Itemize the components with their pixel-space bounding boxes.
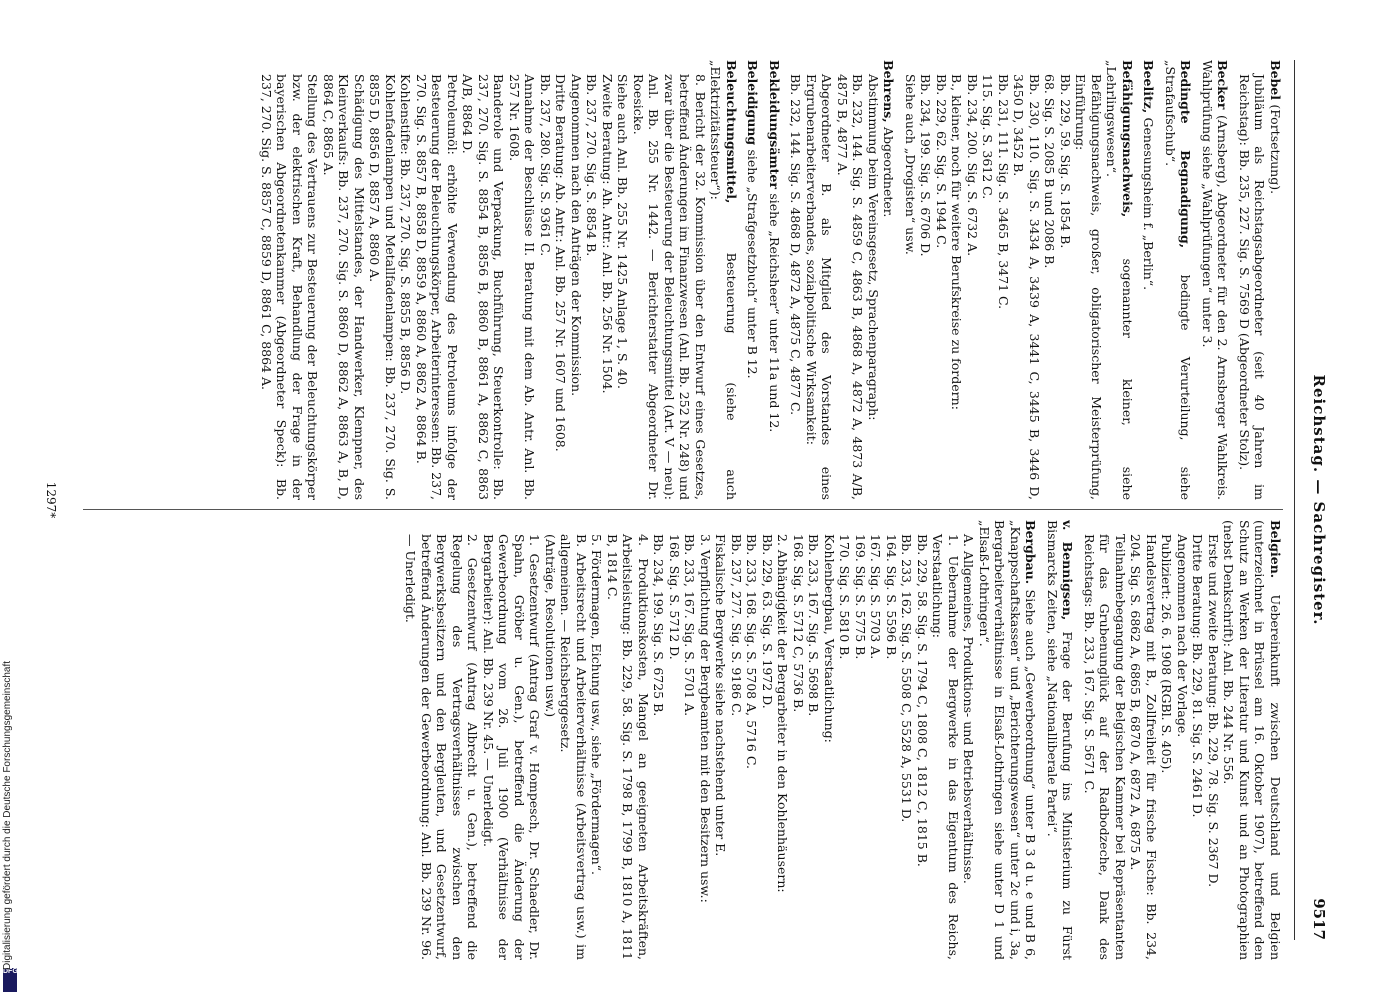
entry-line: 170. Sig. S. 5810 B. <box>837 534 853 660</box>
entry-line: 167. Sig. S. 5703 A. <box>868 534 884 660</box>
entry-keyword: Beleidigung <box>745 60 761 150</box>
entry-keyword: v. Bennigsen, <box>1060 520 1076 632</box>
entry-line: siehe „Strafgesetzbuch“ unter B 12. <box>745 149 761 379</box>
entry-line: Fiskalische Bergwerke siehe nachstehend unter E. <box>713 534 729 857</box>
entry-line: (Anträge, Resolutionen usw.) <box>543 534 558 718</box>
entry-keyword: Behrens, <box>881 60 897 127</box>
entry-line: (Arnsberg), Abgeordneter für den 2. Arnsberger Wahlkreis. Wahlprüfung siehe „Wahlprüfungen“ unter 3. <box>1200 60 1231 500</box>
stamp-text: Digitalisierung gefördert durch die Deutsche Forschungsgemeinschaft <box>2 660 13 970</box>
entry-keyword: Bedingte Begnadigung, <box>1178 60 1194 275</box>
entry-line: Teilnahmebegangung der Belgischen Kammer bei Repräsentanten für das Grubenunglück auf der Radbodzeche, Dank des Reichstags: Bb. 233, 167. Sig. S. 5671 C. <box>1082 534 1128 960</box>
entry-line: Genesungsheim f. „Berlin“. <box>1141 117 1157 291</box>
right-column <box>63 520 1283 960</box>
entry-line: Erste und zweite Beratung: Bb. 229, 78. Sig. S. 2367 D. <box>1206 534 1221 888</box>
entry-line: Bb. 234, 199. Sig. S. 6706 D. <box>918 74 934 257</box>
entry-line: 5. Fördermagen, Eichung usw., siehe „Fördermagen“. <box>589 534 605 876</box>
entry-line: Bb. 229, 58. Sig. S. 1794 C, 1808 C, 1812 C, 1815 B. <box>915 534 930 867</box>
entry-line: Kohlenfadenlampen und Metallfadenlampen: Bb. 237, 270. Sig. S. 8855 D, 8856 D, 8857 A, 8860 A. <box>367 74 398 500</box>
entry-keyword: Bergbau. <box>1023 520 1039 590</box>
register-entry <box>903 60 1136 500</box>
entry-line: Siehe auch „Gewerbeordnung“ unter B 3 d u. e und B 6, „Knappschaftskassen“ und „Berichterungswesen“ unter 2c und i, 3a, Bergarbeiterverhältnisse in Elsaß-Lothringen siehe unter D 1 und „Elsaß-Lothringen“. <box>977 520 1039 960</box>
entry-line: Befähigungsnachweis, großer, obligatorischer Meisterprüfung, Einführung: <box>1073 74 1104 500</box>
entry-line: Petroleumöl: erhöhte Verwendung des Petroleums infolge der Besteuerung der Beleuchtungskörper, Arbeiterinteressen: Bb. 237, 270. Sig. S. 8857 B, 8858 D, 8859 A, 8860 A, 8862 A, 8864 B. <box>414 74 460 500</box>
entry-keyword: Beleuchtungsmittel, <box>724 60 739 253</box>
entry-line: Angenommen nach der Vorlage. <box>1175 534 1190 738</box>
entry-keyword: Bebel <box>1268 60 1283 105</box>
entry-line: 8. Bericht der 32. Kommission über den Entwurf eines Gesetzes, betreffend Änderungen im Finanzwesen (Anl. Bb. 252 Nr. 248) und zwar über die Besteuerung der Beleuchtungsmittel (Art. V — neu): Anl. Bb. 255 Nr. 1442. — Berichterstatter Abgeordneter Dr. Roesicke. <box>631 74 708 500</box>
entry-line: Bb. 237, 277. Sig. S. 9186 C. <box>729 534 744 717</box>
entry-line: 168. Sig. S. 5712 C, 5736 B. <box>791 534 806 713</box>
entry-line: Dritte Beratung: Ab. Antr.: Anl. Bb. 257 Nr. 1607 und 1608. <box>553 74 569 452</box>
entry-line: Siehe auch „Drogisten“ usw. <box>903 74 918 255</box>
register-entry <box>1163 60 1194 500</box>
register-entry <box>745 60 761 500</box>
entry-line: Bb. 232, 144. Sig. S. 4868 D, 4872 A, 4875 C, 4877 C. <box>788 74 804 416</box>
page-number: 9517 <box>1310 898 1328 940</box>
entry-line: Angenommen nach den Anträgen der Kommission. <box>569 74 584 397</box>
entry-keyword: Belgien. <box>1268 520 1283 595</box>
entry-line: Bb. 233, 167. Sig. S. 5698 B. <box>806 534 822 717</box>
entry-line: Besteuerung (siehe auch „Elektrizitätssteuer“): <box>708 60 739 500</box>
entry-line: Dritte Beratung: Bb. 229, 81. Sig. S. 2461 D. <box>1190 534 1206 818</box>
column-divider <box>83 509 1283 510</box>
register-entry <box>788 60 897 500</box>
entry-line: Bb. 231, 111. Sig. S. 3465 B, 3471 C. <box>996 74 1011 310</box>
entry-line: sogenannter kleiner, siehe „Lehrlingswesen“. <box>1104 60 1135 500</box>
entry-line: 2. Gesetzentwurf (Antrag Albrecht u. Gen.), betreffend die Regelung des Vertragsverhältnisses zwischen den Bergwerksbesitzern und den Bergleuten, und Gesetzentwurf, betreffend Änderungen der Gewerbeordnung: Anl. Bb. 239 Nr. 96. — Unerledigt. <box>403 534 481 960</box>
entry-line: Stellung des Vertrauens zur Besteuerung der Beleuchtungskörper bzw. der elektrischen Kraft, Behandlung der Frage in der bayerischen Abgeordnetenkammer (Abgeordneter Speck): Bb. 237, 270. Sig. S. 8857 C, 8859 D, 8861 C, 8864 A. <box>259 74 321 500</box>
register-entry <box>1045 520 1076 960</box>
header-rule <box>1294 60 1295 940</box>
register-entry <box>767 60 783 500</box>
entry-line: Bb. 237, 280. Sig. S. 9361 C. <box>538 74 553 257</box>
entry-line: Frage der Berufung ins Ministerium zu Fürst Bismarcks Zeiten, siehe „Nationalliberale Partei“. <box>1045 520 1076 960</box>
entry-line: Abgeordneter. <box>881 126 897 218</box>
entry-line: Publiziert: 26. 6. 1908 (RGBl. S. 405). <box>1159 534 1175 774</box>
entry-line: Bb. 237, 270. Sig. S. 8854 B. <box>584 74 600 257</box>
entry-line: Handelsvertrag mit B., Zollfreiheit für frische Fische: Bb. 234, 204. Sig. S. 6862 A, 6865 B, 6870 A, 6872 A, 6875 A. <box>1128 534 1159 960</box>
entry-line: Abstimmung beim Vereinsgesetz, Sprachenparagraph: <box>866 74 881 421</box>
entry-line: 168. Sig. S. 5712 D. <box>667 534 682 660</box>
entry-line: Kohlenstifte: Bb. 237, 270. Sig. S. 8855 B, 8856 D. <box>398 74 414 395</box>
entry-line: Schädigung des Mittelstandes, der Handwerker, Klempner, des Kleinverkaufs: Bb. 237, 270. Sig. S. 8860 D, 8862 A, 8863 A, B, D, 8864 C, 8865 A. <box>321 74 367 500</box>
entry-line: Bb. 233, 162. Sig. S. 5508 C, 5528 A, 5531 D. <box>899 534 915 823</box>
entry-line: Banderole und Verpackung, Buchführung, Steuerkontrolle: Bb. 237, 270. Sig. S. 8854 B, 8856 B, 8860 B, 8861 A, 8862 C, 8863 A/B, 8864 D. <box>460 74 507 500</box>
entry-line: Bb. 229, 63. Sig. S. 1972 D. <box>760 534 775 709</box>
entry-line: Bb. 234, 199. Sig. S. 6725 B. <box>651 534 667 717</box>
running-title: Reichstag. — Sachregister. <box>1310 374 1328 626</box>
entry-keyword: Befähigungsnachweis, <box>1120 60 1135 259</box>
dfg-logo: DFG <box>3 968 17 992</box>
entry-line: Bb. 230, 110. Sig. S. 3434 A, 3439 A, 3441 C, 3445 B, 3446 D, 3450 D, 3452 B. <box>1011 74 1042 500</box>
entry-line: 4. Produktionskosten, Mangel an geeigneten Arbeitskräften, Arbeitsleistung: Bb. 229, 58. Sig. S. 1798 B, 1799 B, 1810 A, 1811 B, 1814 C. <box>605 534 651 960</box>
entry-keyword: Bekleidungsämter <box>767 60 782 194</box>
entry-line: 3. Verpflichtung der Bergbeamten mit den Besitzern usw.: <box>698 534 713 903</box>
entry-line: Bb. 234, 200. Sig. S. 6732 A. <box>965 74 980 257</box>
register-entry <box>1082 520 1284 960</box>
entry-keyword: Beelitz, <box>1141 60 1157 118</box>
entry-line: Zweite Beratung: Ah. Antr.: Anl. Bb. 256 Nr. 1504. <box>600 74 615 394</box>
entry-line: Jubiläum als Reichstagsabgeordneter (seit 40 Jahren im Reichstag): Bb. 235, 227. Sig. S. 7569 D (Abgeordneter Stolz). <box>1237 74 1268 500</box>
entry-line: Bb. 233, 168. Sig. S. 5708 A, 5716 C. <box>744 534 760 769</box>
entry-keyword: Becker <box>1215 60 1231 116</box>
entry-line: B., kleiner, noch für weitere Berufskreise zu fordern: <box>949 74 965 410</box>
page-header <box>1298 60 1328 940</box>
entry-line: Annahme der Beschlüsse II. Beratung mit dem Ab. Antr. Anl. Bb. 257 Nr. 1608. <box>507 74 538 500</box>
left-column <box>63 60 1283 500</box>
entry-line: Bb. 233, 167. Sig. S. 5701 A. <box>682 534 698 717</box>
entry-line: 1. Gesetzentwurf (Antrag Graf v. Hompesch, Dr. Schaedler, Dr. Spahn, Gröber u. Gen.), betreffend die Änderung der Gewerbeordnung vom 26. Juli 1900 (Verhältnisse der Bergarbeiter): Anl. Bb. 239 Nr. 45. — Unerledigt. <box>481 534 543 960</box>
register-entry <box>403 520 1039 960</box>
entry-line: Kohlenbergbau, Verstaatlichung: <box>822 534 837 743</box>
sheet-number: 1297* <box>44 481 58 519</box>
entry-line: Bb. 229, 62. Sig. S. 1944 C. <box>934 74 949 249</box>
entry-line: siehe „Reichsheer“ unter 11a und 12. <box>767 193 782 433</box>
entry-line: 1. Uebernahme der Bergwerke in das Eigentum des Reichs, Verstaatlichung: <box>930 534 961 960</box>
register-entry <box>259 60 740 500</box>
register-entry <box>1141 60 1157 500</box>
entry-line: 2. Abhängigkeit der Bergarbeiter in den Kohlenhäusern: <box>775 534 791 893</box>
entry-line: B. Arbeitsrecht und Arbeiterverhältnisse (Arbeitsvertrag usw.) im allgemeinen. — Reichsberggesetz. <box>558 534 589 960</box>
entry-line: A. Allgemeines, Produktions- und Betriebsverhältnisse. <box>961 534 977 884</box>
entry-line: 115. Sig. S. 3612 C. <box>980 74 996 200</box>
entry-line: Bb. 229, 59. Sig. S. 1854 B. <box>1058 74 1073 249</box>
digitization-stamp <box>0 0 20 1000</box>
entry-line: (Fortsetzung). <box>1268 104 1283 195</box>
register-entry <box>1237 60 1284 500</box>
entry-line: 164. Sig. S. 5596 B. <box>884 534 899 660</box>
entry-line: Siehe auch Anl. Bb. 255 Nr. 1425 Anlage 1, S. 40. <box>615 74 631 389</box>
entry-line: Uebereinkunft zwischen Deutschland und Belgien (unterzeichnet in Brüssel am 16. Oktober 1907), betreffend den Schutz an Werken der Literatur und Kunst und an Photographien (nebst Denkschrift): Anl. Bb. 244 Nr. 556. <box>1221 520 1283 960</box>
entry-line: Abgeordneter B. als Mitglied des Vorstandes eines Ergrubenarbeiterverbandes, sozialpolitische Wirksamkeit: <box>804 74 835 500</box>
entry-line: 169. Sig. S. 5775 B. <box>853 534 868 660</box>
entry-line: Bb. 232, 144. Sig. S. 4859 C, 4863 B, 4868 A, 4872 A, 4873 A/B, 4875 B, 4877 A. <box>835 74 866 500</box>
register-entry <box>1200 60 1231 500</box>
entry-line: bedingte Verurteilung, siehe „Strafaufschub“. <box>1163 60 1194 500</box>
entry-line: 68. Sig. S. 2085 B und 2086 B. <box>1042 74 1058 269</box>
